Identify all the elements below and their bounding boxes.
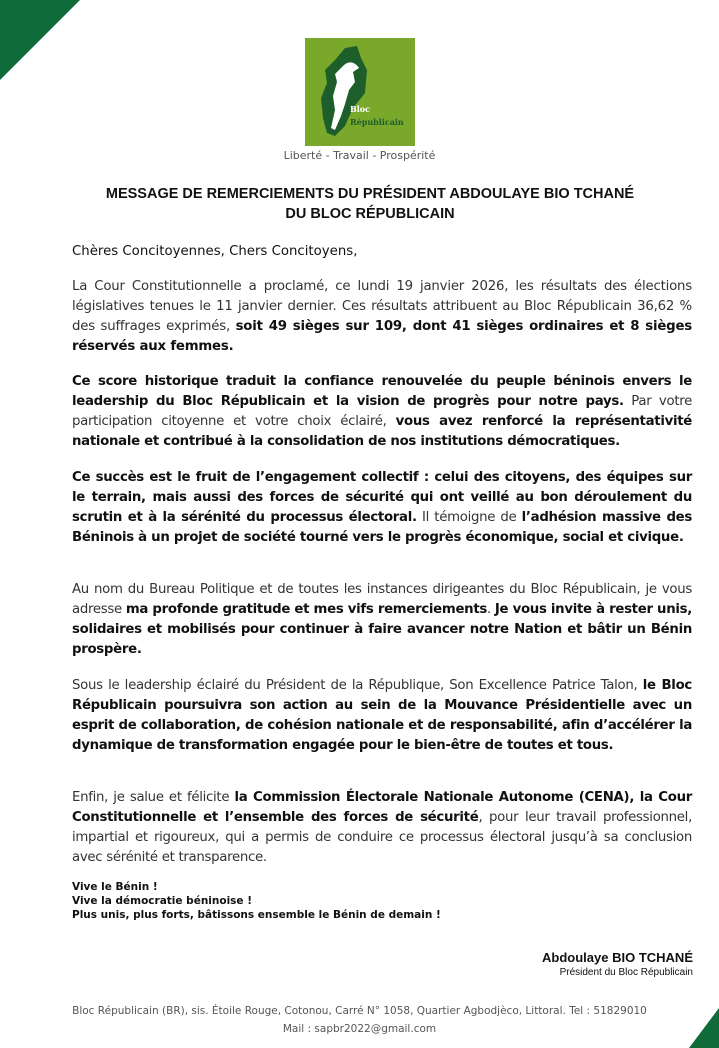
paragraph-success: [72, 468, 692, 548]
slogan: Vive le Bénin !: [72, 881, 158, 893]
signatory-name: Abdoulaye BIO TCHANÉ: [542, 950, 693, 965]
paragraph-score: [72, 372, 692, 452]
text: Il témoigne de: [416, 510, 522, 525]
closing-slogans: [72, 880, 441, 922]
party-logo: [305, 38, 415, 146]
paragraph-thanks: [72, 788, 692, 868]
text-bold: Je vous invite à rester unis, solidaires et mobilisés pour continuer à faire avancer notre Nation et bâtir un Bénin prospère.: [72, 602, 693, 657]
text-bold: le Bloc Républicain poursuivra son action au sein de la Mouvance Présidentielle avec un esprit de collaboration, de cohésion nationale et de responsabilité, afin d’accélérer la dynamique de transformation engagée pour le bien-être de toutes et tous.: [72, 678, 692, 753]
text-bold: ma profonde gratitude et mes vifs remerciements: [125, 602, 488, 617]
text-bold: Ce score historique traduit la confiance renouvelée du peuple béninois envers le leadership du Bloc Républicain et la vision de progrès pour notre pays.: [72, 374, 692, 409]
text: Enfin, je salue et félicite: [72, 790, 235, 805]
signature-block: [542, 950, 693, 978]
text-bold: Ce succès est le fruit de l’engagement collectif : celui des citoyens, des équipes sur le terrain, mais aussi des forces de sécurité qui ont veillé au bon déroulement du scrutin et à la sérénité du processus électoral.: [72, 470, 692, 525]
page-title: [60, 184, 680, 224]
footer-address: Bloc Républicain (BR), sis. Étoile Rouge, Cotonou, Carré N° 1058, Quartier Agbodjèco, Littoral. Tel : 51829010: [72, 1005, 647, 1017]
text: Par votre participation citoyenne et votre choix éclairé,: [72, 394, 692, 429]
text: Sous le leadership éclairé du Président de la République, Son Excellence Patrice Talon,: [72, 678, 643, 693]
text-bold: l’adhésion massive des Béninois à un projet de société tourné vers le progrès économique, social et civique.: [72, 510, 692, 545]
slogan: Vive la démocratie béninoise !: [72, 895, 252, 907]
text-bold: vous avez renforcé la représentativité nationale et contribué à la consolidation de nos institutions démocratiques.: [72, 414, 692, 449]
logo-text-line2: Républicain: [350, 117, 404, 127]
salutation: Chères Concitoyennes, Chers Concitoyens,: [72, 244, 358, 259]
paragraph-results: [72, 277, 692, 357]
text: , pour leur travail professionnel, impartial et rigoureux, qui a permis de conduire ce processus électoral jusqu’à sa conclusion avec sérénité et transparence.: [72, 810, 692, 865]
text-bold: soit 49 sièges sur 109, dont 41 sièges ordinaires et 8 sièges réservés aux femmes.: [72, 319, 692, 354]
text: La Cour Constitutionnelle a proclamé, ce lundi 19 janvier 2026, les résultats des élections législatives tenues le 11 janvier dernier. Ces résultats attribuent au Bloc Républicain 36,62 % des suffrages exprimés,: [72, 279, 692, 334]
signatory-role: Président du Bloc Républicain: [559, 967, 693, 978]
text: Au nom du Bureau Politique et de toutes les instances dirigeantes du Bloc Républicain, je vous adresse: [72, 582, 692, 617]
footer-mail: Mail : sapbr2022@gmail.com: [282, 1023, 437, 1035]
horse-benin-map-icon: [305, 38, 415, 146]
title-line2: DU BLOC RÉPUBLICAIN: [285, 206, 455, 222]
paragraph-leadership: [72, 676, 692, 756]
text: .: [487, 602, 495, 617]
motto: Liberté - Travail - Prospérité: [283, 149, 436, 162]
corner-decoration-top-left: [0, 0, 80, 80]
footer: [0, 1002, 719, 1038]
title-line1: MESSAGE DE REMERCIEMENTS DU PRÉSIDENT ABDOULAYE BIO TCHANÉ: [105, 186, 635, 202]
logo-text-line1: Bloc: [350, 104, 371, 114]
text-bold: la Commission Électorale Nationale Autonome (CENA), la Cour Constitutionnelle et l’ensemble des forces de sécurité: [72, 790, 693, 825]
slogan: Plus unis, plus forts, bâtissons ensemble le Bénin de demain !: [72, 909, 441, 921]
paragraph-gratitude: [72, 580, 692, 660]
